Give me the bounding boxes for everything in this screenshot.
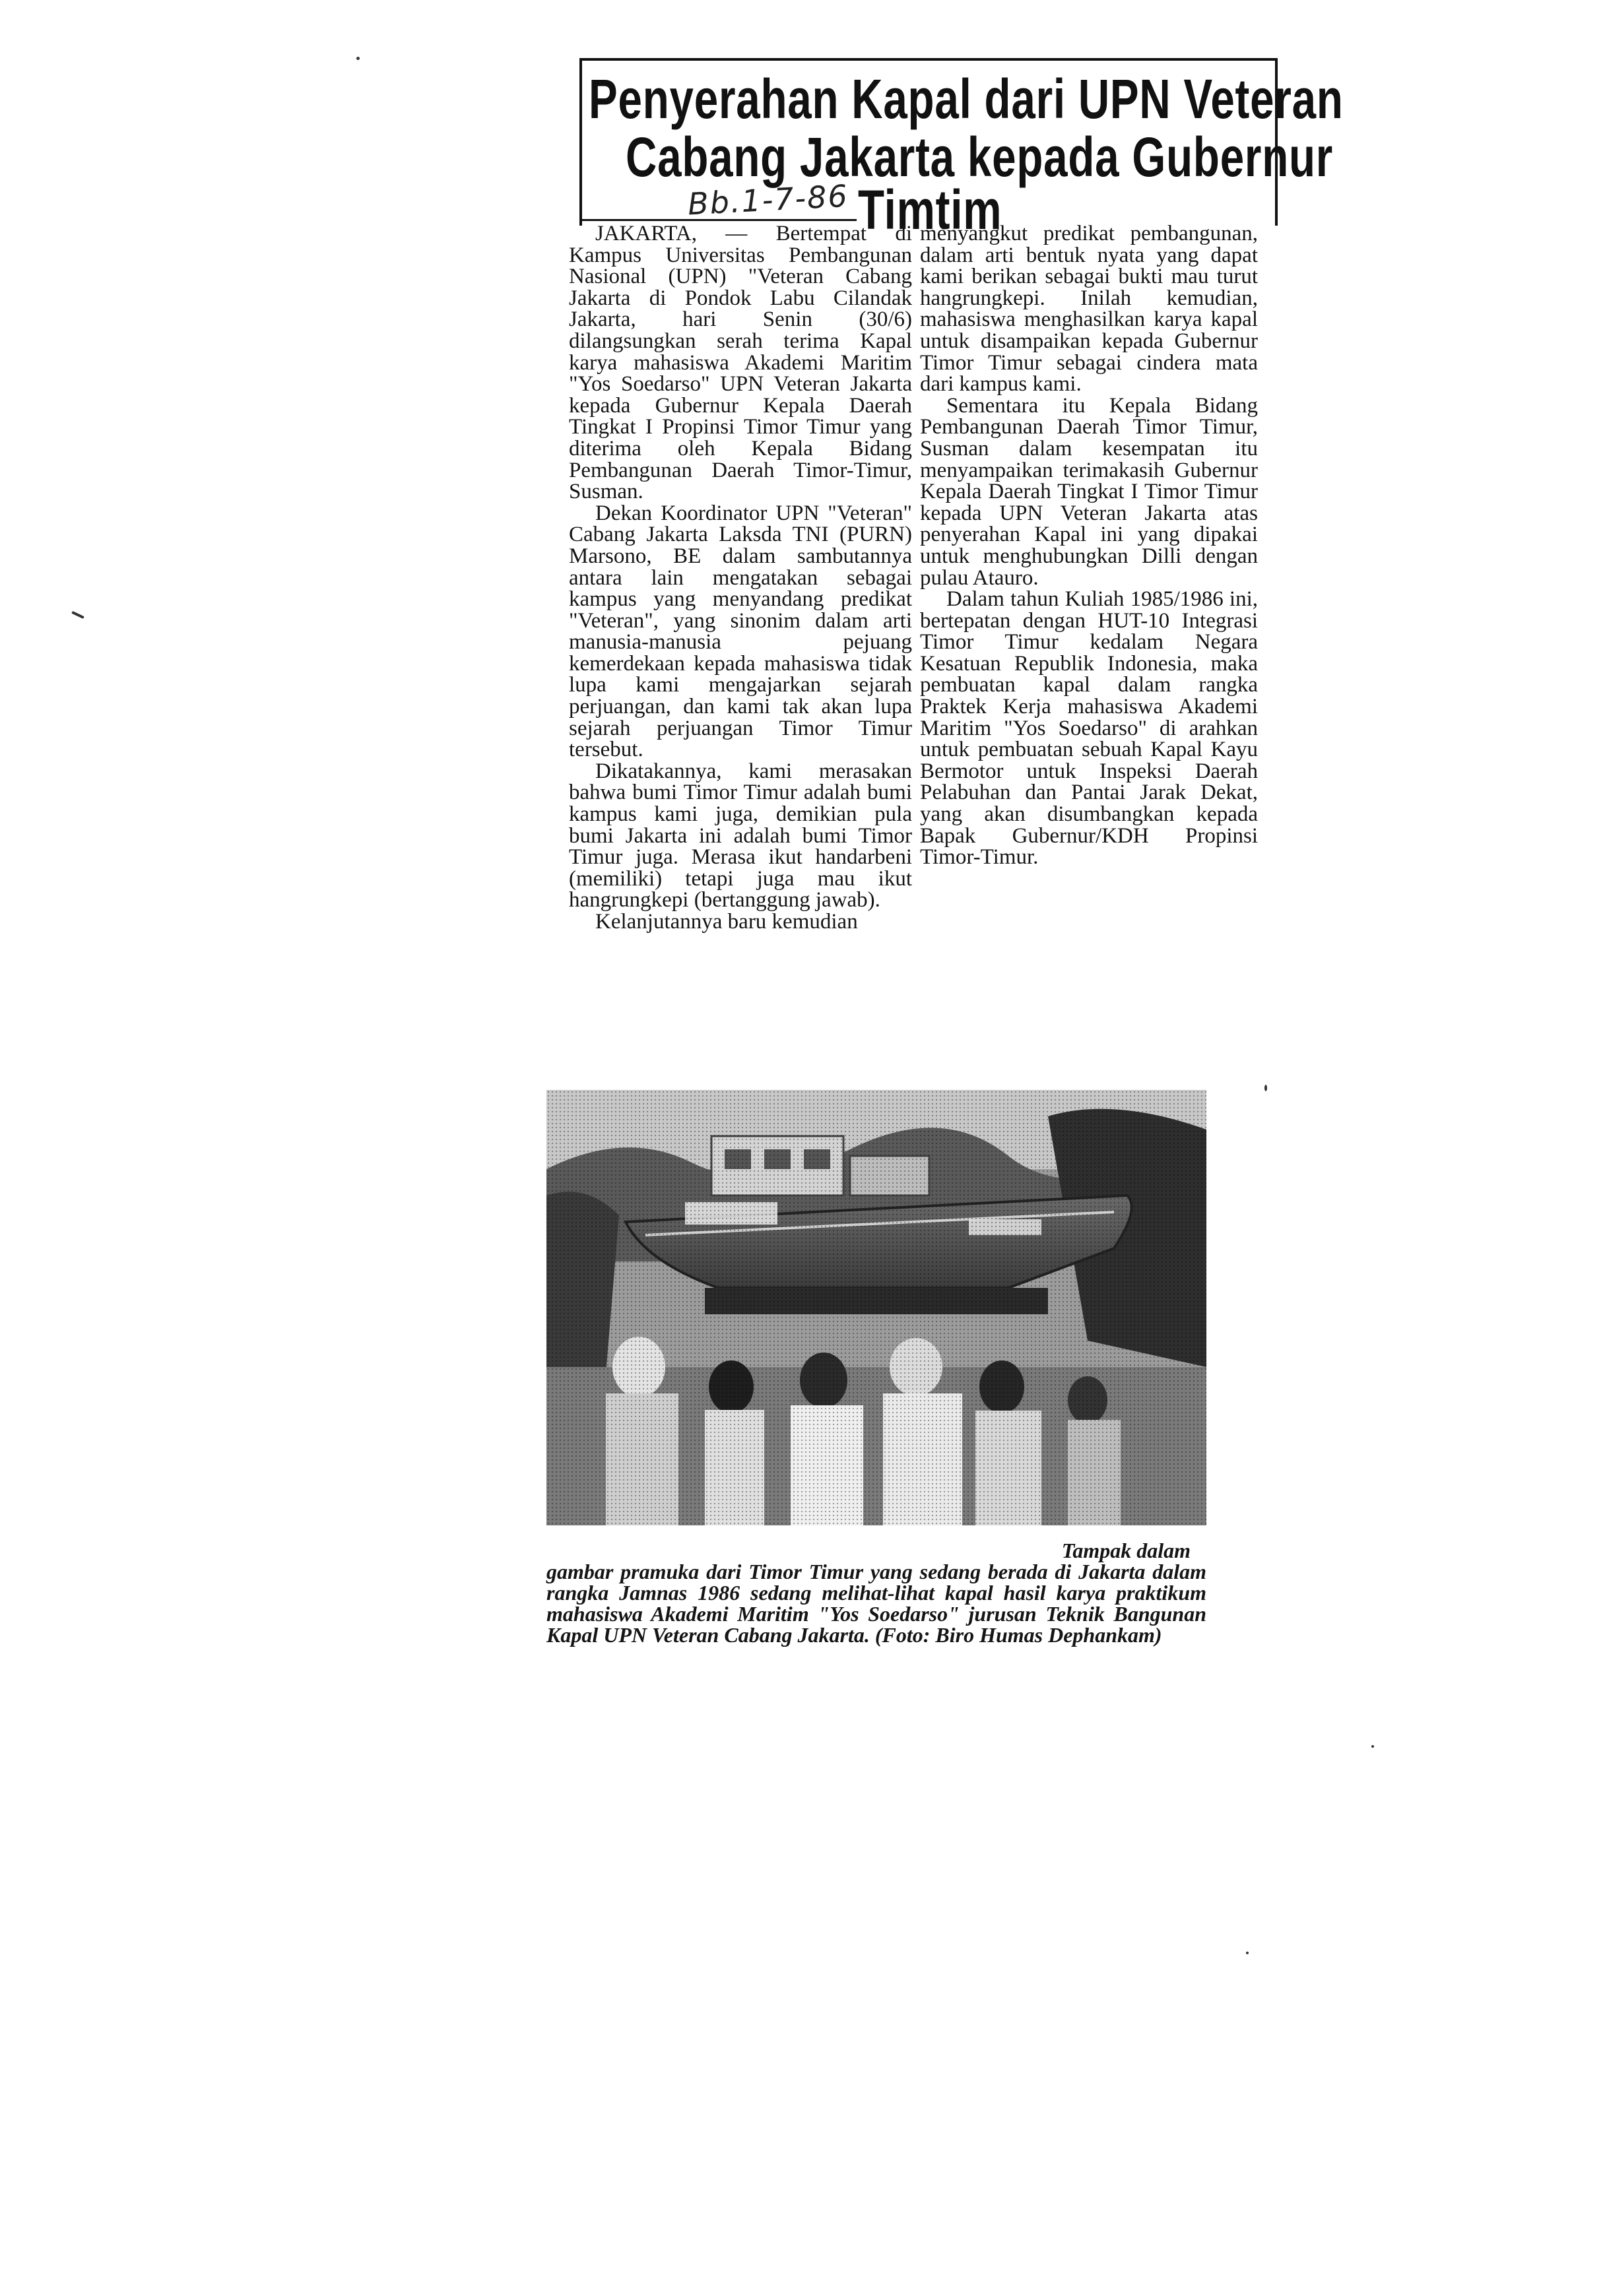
paragraph: Dalam tahun Kuliah 1985/1986 ini, bertepatan dengan HUT-10 Integrasi Timor Timur kedalam Negara Kesatuan Republik Indonesia, maka pembuatan kapal dalam rangka Praktek Kerja mahasiswa Akademi Maritim "Yos Soedarso" di arahkan untuk pembuatan sebuah Kapal Kayu Bermotor untuk Inspeksi Daerah Pelabuhan dan Pantai Jarak Dekat, yang akan disumbangkan kepada Bapak Gubernur/KDH Propinsi Timor-Timur. (920, 587, 1258, 870)
scan-speck (1371, 1745, 1374, 1748)
photo-caption (546, 1540, 1206, 1645)
scan-speck (71, 611, 84, 619)
paragraph: Dekan Koordinator UPN "Veteran" Cabang Jakarta Laksda TNI (PURN) Marsono, BE dalam sambutannya antara lain mengatakan sebagai kampus yang menyandang predikat "Veteran", yang sinonim dalam arti manusia-manusia pejuang kemerdekaan kepada mahasiswa tidak lupa kami mengajarkan sejarah perjuangan, dan kami tak akan lupa sejarah perjuangan Timor Timur tersebut. (569, 501, 912, 762)
scan-speck (1246, 1952, 1249, 1954)
scan-speck (1264, 1085, 1267, 1091)
paragraph: menyangkut predikat pembangunan, dalam arti bentuk nyata yang dapat kami berikan sebagai bukti mau turut hangrungkepi. Inilah kemudian, mahasiswa menghasilkan karya kapal untuk disampaikan kepada Gubernur Timor Timur sebagai cindera mata dari kampus kami. (920, 222, 1258, 397)
paragraph: Dikatakannya, kami merasakan bahwa bumi Timor Timur adalah bumi kampus kami juga, demikian pula bumi Jakarta ini adalah bumi Timor Timur juga. Merasa ikut handarbeni (memiliki) tetapi juga mau ikut hangrungkepi (bertanggung jawab). (569, 759, 912, 912)
article-column-right (920, 223, 1258, 868)
scan-speck (356, 57, 360, 60)
boat-photo-illustration (546, 1090, 1206, 1525)
caption-text: gambar pramuka dari Timor Timur yang sedang berada di Jakarta dalam rangka Jamnas 1986 sedang melihat-lihat kapal hasil karya praktikum mahasiswa Akademi Maritim "Yos Soedarso" jurusan Teknik Bangunan Kapal UPN Veteran Cabang Jakarta. (Foto: Biro Humas Dephankam) (546, 1560, 1206, 1647)
paragraph: Sementara itu Kepala Bidang Pembangunan Daerah Timor Timur, Susman dalam kesempatan itu menyampaikan terimakasih Gubernur Kepala Daerah Tingkat I Timor Timur kepada UPN Veteran Jakarta atas penyerahan Kapal ini yang dipakai untuk menghubungkan Dilli dengan pulau Atauro. (920, 393, 1258, 590)
handwritten-date-annotation: Bb.1-7-86 (686, 177, 849, 222)
headline-line-1: Penyerahan Kapal dari UPN Veteran (589, 68, 1344, 130)
paragraph: JAKARTA, — Bertempat di Kampus Universitas Pembangunan Nasional (UPN) "Veteran Cabang Jakarta di Pondok Labu Cilandak Jakarta, hari Senin (30/6) dilangsungkan serah terima Kapal karya mahasiswa Akademi Maritim "Yos Soedarso" UPN Veteran Jakarta kepada Gubernur Kepala Daerah Tingkat I Propinsi Timor Timur yang diterima oleh Kepala Bidang Pembangunan Daerah Timor-Timur, Susman. (569, 222, 912, 504)
caption-lead: Tampak dalam (1061, 1539, 1191, 1562)
paragraph: Kelanjutannya baru kemudian (595, 910, 858, 934)
news-photo (546, 1090, 1206, 1525)
article-column-left (569, 223, 912, 933)
headline-line-3: Timtim (858, 179, 1002, 241)
headline-line-2: Cabang Jakarta kepada Gubernur (626, 126, 1334, 188)
